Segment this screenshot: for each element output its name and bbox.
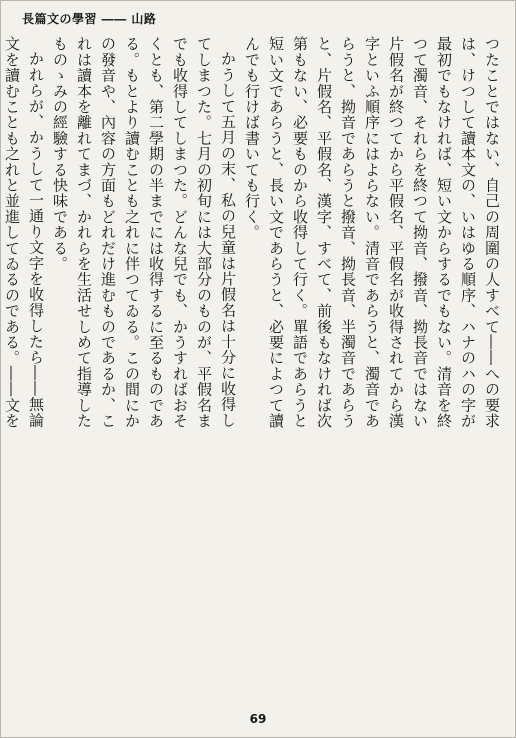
- text-line: てしまつた。七月の初旬には大部分のものが、平假名ま: [195, 36, 213, 429]
- text-line: 第もない、必要ものから收得して行く。單語であらうと: [291, 36, 309, 429]
- text-line: かうして五月の末、私の兒童は片假名は十分に收得し: [219, 51, 237, 428]
- body-text: [3, 36, 504, 700]
- text-line: と、片假名、平假名、漢字、すべて、前後もなければ次: [315, 36, 333, 429]
- text-line: る。もとより讀むことも之れに伴つてゐる。この間にか: [123, 36, 141, 429]
- text-line: 片假名が終つてから平假名、平假名が收得されてから漢: [387, 36, 405, 429]
- text-line: つたことではない、自己の周圍の人すべて――への要求: [483, 36, 501, 429]
- text-line: の發音や、內容の方面もどれだけ進むものであるか、こ: [99, 36, 117, 429]
- text-line: でも收得してしまつた。どんな兒でも、かうすればおそ: [171, 36, 189, 429]
- page-number: 69: [249, 712, 267, 726]
- text-line: くとも、第二學期の半までには收得するに至るものであ: [147, 36, 165, 429]
- text-line: れは讀本を離れてまづ、かれらを生活せしめて指導した: [75, 36, 93, 429]
- text-line: んでも行けば書いても行く。: [243, 36, 261, 241]
- text-line: らうと、拗音であらうと撥音、拗長音、半濁音であらう: [339, 36, 357, 429]
- running-header: 長篇文の學習 ―― 山路: [22, 12, 157, 26]
- text-line: 短い文であらうと、長い文であらうと、必要によつて讀: [267, 36, 285, 429]
- text-line: は、けつして讀本文の、いはゆる順序、ハナのハの字が: [459, 36, 477, 429]
- text-line: 文を讀むことも之れと並進してゐるのである。――文を: [3, 36, 21, 429]
- text-line: つて濁音、それらを終つて拗音、撥音、拗長音ではない: [411, 36, 429, 429]
- text-line: 最初でもなければ、短い文からするでもない。清音を終: [435, 36, 453, 429]
- text-line: かれらが、かうして一通り文字を收得したら――無論: [27, 51, 45, 428]
- text-line: ものゝみの經驗する快味である。: [51, 36, 69, 272]
- text-line: 字といふ順序にはよらない。清音であらうと、濁音であ: [363, 36, 381, 429]
